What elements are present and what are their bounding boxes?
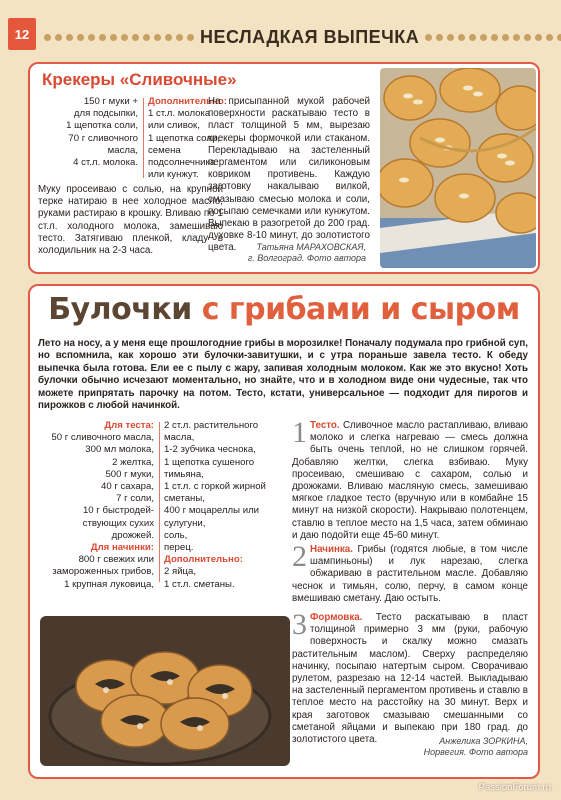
author-credit (248, 242, 366, 264)
ingredient: 400 г моцареллы или (164, 505, 260, 517)
ingredient: 1 крупная луковица, (64, 578, 154, 590)
decorative-dots-right (425, 34, 561, 41)
ingredient: 1 щепотка сушеного (164, 456, 255, 468)
ingredient: соль, (164, 529, 188, 541)
ingredient: 40 г сахара, (101, 481, 154, 493)
step-text: Сливочное масло растапливаю, вливаю молоко и слегка нагреваю — смесь должна быть очень теплой, но не слишком горячей. Добавляю желтки, слегка взбиваю. Муку просеиваю, смешиваю с сахаром, солью и дрожжами. Вливаю масляную смесь, замешиваю мягкое гладкое тесто (вручную или в комбайне 15 минут на низкой скорости). Накрываю полотенцем, ставлю в теплое место на 1,5 часа, затем обминаю и даю подойти еще 45-60 минут. (292, 420, 528, 541)
step-number: 2 (292, 540, 307, 573)
step-text: Грибы (годятся любые, в том числе шампиньоны) и лук нарезаю, слегка обжариваю в растительном масле. Добавляю чеснок и тимьян, солю, перчу, в самом конце вмешиваю сметану. Даю остыть. (292, 544, 528, 604)
title-part-2: с грибами и сыром (201, 292, 520, 327)
ingredient: подсолнечника (148, 157, 216, 169)
ingredient: дрожжей. (111, 529, 154, 541)
recipe-intro: Лето на носу, а у меня еще прошлогодние грибы в морозилке! Поначалу подумала про грибной суп, но вспомнила, как хорошо эти булочки-завитушки, и с утра пораньше завела тесто. К обеду выпечка была готова. Ели ее с пылу с жару, запивая холодным молоком. Как же это вкусно! Хоть булочки обычно исчезают моментально, но знайте, что и в холодном виде они чудесные, так что можете припрятать парочку на потом. Тесто, кстати, универсальное — подходит для пирогов и пирожков с любой начинкой. (38, 338, 528, 412)
ingredient: семена (148, 144, 181, 156)
ingredient: сулугуни, (164, 517, 206, 529)
divider (159, 422, 160, 582)
ingredient: 7 г соли, (116, 493, 154, 505)
section-title: НЕСЛАДКАЯ ВЫПЕЧКА (200, 26, 420, 47)
decorative-dots-left (44, 34, 194, 41)
extra-heading: Дополнительно: (164, 554, 243, 566)
ingredient: 1 щепотка соли, (148, 132, 220, 144)
ingredient: 150 г муки + (83, 96, 138, 107)
step-number: 1 (292, 416, 307, 449)
ingredient: масла, (107, 144, 138, 156)
recipe-title: Крекеры «Сливочные» (42, 70, 237, 89)
author-city: Норвегия. Фото автора (423, 747, 528, 757)
author-name: Анжелика ЗОРКИНА, (439, 736, 528, 746)
ingredient: 1-2 зубчика чеснока, (164, 444, 256, 456)
step-2 (292, 540, 528, 605)
ingredient: тимьяна, (164, 468, 204, 480)
recipe-title (30, 292, 538, 327)
ingredient: 1 ст.л. с горкой жирной (164, 481, 266, 493)
ingredient: замороженных грибов, (52, 566, 154, 578)
dough-heading: Для теста: (104, 420, 154, 431)
step-1 (292, 416, 528, 542)
ingredient: масла, (164, 432, 195, 444)
divider (143, 98, 144, 178)
page-number: 12 (8, 18, 36, 50)
ingredient: 70 г сливочного (68, 132, 138, 144)
author-city: г. Волгоград. Фото автора (247, 253, 366, 263)
step-heading: Тесто. (310, 420, 340, 431)
ingredient: 800 г свежих или (78, 554, 154, 566)
filling-ingredients (164, 420, 288, 591)
ingredient: 10 г быстродей- (82, 505, 154, 517)
ingredient: 2 яйца, (164, 566, 197, 578)
step-3 (292, 608, 528, 746)
instructions-paragraph: Муку просеиваю с солью, на крупной терке натираю в нее холодное масло, руками растираю в крошку. Вливаю по 1 ст.л. холодного молока, замешиваю тесто. Затягиваю пленкой, кладу в холодильник на 2-3 часа. (38, 184, 223, 257)
title-part-1: Булочки (48, 292, 192, 327)
ingredient: ствующих сухих (82, 517, 154, 529)
ingredient: 2 ст.л. растительного (164, 420, 259, 431)
site-watermark: PassionForum.ru (478, 782, 551, 793)
crackers-photo (380, 68, 536, 268)
ingredients-list (38, 96, 138, 169)
ingredient: 2 желтка, (112, 456, 154, 468)
step-text: Тесто раскатываю в пласт толщиной примерно 3 мм (руки, рабочую поверхность и скалку можно смазать растительным маслом). Сверху распределяю начинку, посыпаю натертым сыром. Сворачиваю рулетом, разрезаю на 12-14 частей. Выкладываю на застеленный пергаментом противень и ставлю в теплое место на расстойку на 30 минут. Верх и края заготовок смазываю смешанными со сметаной яйцами и выпекаю при 180 град. до золотистого цвета. (292, 612, 528, 746)
ingredient: 1 ст.л. молока (148, 108, 211, 120)
ingredient: 1 щепотка соли, (66, 120, 138, 132)
instructions-paragraph: На присыпанной мукой рабочей поверхности раскатываю тесто в пласт толщиной 5 мм, вырезаю крекеры формочкой или стаканом. Перекладываю на застеленный пергаментом или силиконовым ковриком противень. Каждую заготовку накалываю вилкой, смазываю смесью молока и соли, посыпаю семечками или кунжутом. Выпекаю в разогретой до 200 град. духовке 8-10 минут, до золотистого цвета. (208, 96, 370, 254)
ingredient: перец. (164, 542, 194, 554)
step-heading: Формовка. (310, 612, 363, 623)
section-header (44, 24, 551, 50)
recipe-card-crackers (28, 62, 540, 274)
ingredient: 4 ст.л. молока. (73, 157, 138, 169)
ingredient: для подсыпки, (73, 108, 138, 120)
step-heading: Начинка. (310, 544, 353, 555)
ingredient: или кунжут. (148, 169, 199, 181)
ingredient: 500 г муки, (105, 468, 154, 480)
author-name: Татьяна МАРАХОВСКАЯ, (256, 242, 366, 252)
ingredient: сметаны, (164, 493, 205, 505)
recipe-card-buns (28, 284, 540, 779)
step-number: 3 (292, 608, 307, 641)
buns-photo (40, 616, 290, 766)
dough-ingredients (36, 420, 154, 591)
author-credit (424, 736, 528, 758)
ingredient: 1 ст.л. сметаны. (164, 578, 235, 590)
filling-heading: Для начинки: (90, 542, 154, 554)
ingredient: или сливок, (148, 120, 200, 132)
ingredient: 50 г сливочного масла, (51, 432, 154, 444)
extra-heading: Дополнительно: (148, 96, 227, 107)
ingredient: 300 мл молока, (85, 444, 154, 456)
